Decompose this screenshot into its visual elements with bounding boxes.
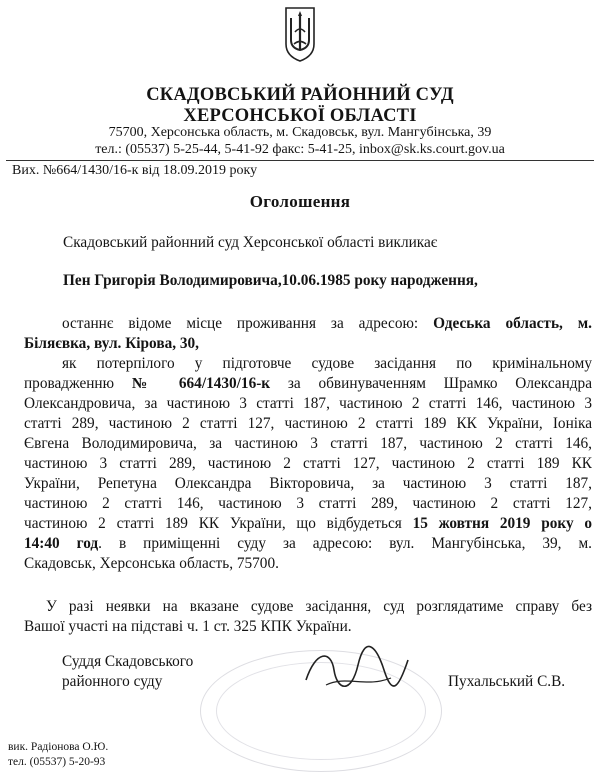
para2-line8: частиною 2 статті 146, частиною 3 статті 289, частиною 2 статті 127, [24, 495, 592, 512]
para2-line6: частиною 3 статті 289, частиною 2 статті 127, частиною 2 статті 189 КК [24, 455, 592, 472]
handwritten-signature [296, 640, 416, 700]
executor-phone: тел. (05537) 5-20-93 [8, 756, 106, 768]
judge-role-line1: Суддя Скадовського [62, 653, 194, 670]
court-address: 75700, Херсонська область, м. Скадовськ, вул. Мангубінська, 39 [108, 125, 492, 140]
hearing-time: 14:40 год [24, 535, 99, 552]
para2-line4: статті 289, частиною 2 статті 127, частиною 2 статті 189 КК України, Іоніка [24, 415, 592, 432]
para2-line1-text: як потерпілого у підготовче судове засідання по кримінальному [62, 355, 592, 372]
judge-name: Пухальський С.В. [448, 673, 566, 690]
para2-line1 [24, 354, 592, 374]
judge-role-line2: районного суду [62, 673, 163, 690]
intro-text: Скадовський районний суд Херсонської області викликає [63, 234, 438, 251]
hearing-date: 15 жовтня 2019 року о [412, 515, 593, 532]
para2-line10-suffix: . в приміщенні суду за адресою: вул. Мангубінська, 39, м. [98, 535, 592, 552]
executor-name: вик. Радіонова О.Ю. [8, 741, 109, 753]
para3-line2: Вашої участі на підставі ч. 1 ст. 325 КПК України. [24, 618, 352, 635]
para2-line3: Олександровича, за частиною 3 статті 187, частиною 2 статті 146, частиною 3 [24, 395, 592, 412]
case-number: № 664/1430/16-к [131, 375, 271, 392]
court-name-line1: СКАДОВСЬКИЙ РАЙОННИЙ СУД [146, 85, 454, 105]
residence-address-part1: Одеська область, м. [433, 315, 593, 332]
para2-line9 [24, 514, 592, 534]
header-divider [6, 160, 594, 161]
para3-line1-text: У разі неявки на вказане судове засідання, суд розглядатиме справу без [46, 598, 592, 615]
para3-line1 [24, 597, 592, 617]
residence-address-part2: Біляєвка, вул. Кірова, 30, [24, 335, 200, 352]
para2-line7: України, Репетуна Олександра Вікторовича, за частиною 3 статті 187, [24, 475, 592, 492]
para2-line10 [24, 534, 592, 554]
para2-line9-prefix: частиною 2 статті 189 КК України, що відбудеться [24, 515, 402, 532]
outgoing-reference: Вих. №664/1430/16-к від 18.09.2019 року [12, 163, 258, 178]
residence-line1 [24, 314, 592, 334]
para2-line2-prefix: провадженню [24, 375, 115, 392]
court-contacts: тел.: (05537) 5-25-44, 5-41-92 факс: 5-41-25, inbox@sk.ks.court.gov.ua [95, 142, 505, 157]
para2-line5: Євгена Володимировича, за частиною 3 статті 187, частиною 2 статті 146, [24, 435, 592, 452]
document-title: Оголошення [249, 192, 351, 211]
trident-emblem-icon [283, 6, 317, 62]
residence-prefix: останнє відоме місце проживання за адресою: [62, 315, 419, 332]
para2-line2 [24, 374, 592, 394]
para2-line2-suffix: за обвинуваченням Шрамко Олександра [287, 375, 592, 392]
court-name-line2: ХЕРСОНСЬКОЇ ОБЛАСТІ [183, 106, 417, 126]
para2-line11: Скадовськ, Херсонська область, 75700. [24, 555, 279, 572]
summoned-person: Пен Григорія Володимировича,10.06.1985 року народження, [63, 272, 478, 289]
